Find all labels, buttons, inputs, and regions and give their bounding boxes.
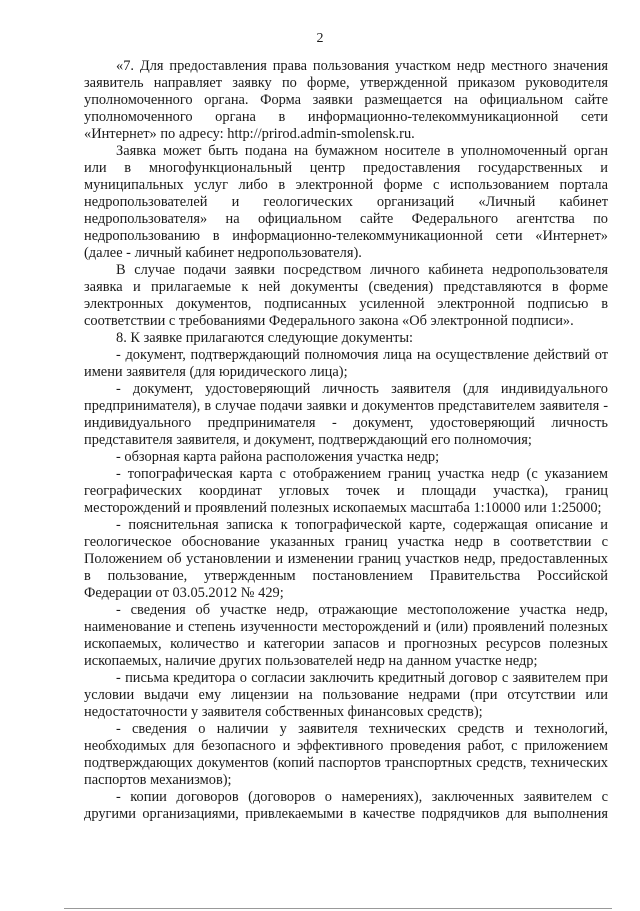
text-line: в пользование, утвержденным постановлением Правительства Российской	[84, 568, 608, 584]
text-line: паспортов механизмов);	[84, 772, 232, 788]
text-line: Положением об установлении и изменении границ участков недр, предоставленных	[84, 551, 608, 567]
text-line: уполномоченного органа. Форма заявки размещается на официальном сайте	[84, 92, 608, 108]
text-line: В случае подачи заявки посредством личного кабинета недропользователя	[116, 262, 608, 278]
text-line: предпринимателя), в случае подачи заявки и документов представителем заявителя -	[84, 398, 608, 414]
text-line: необходимых для безопасного и эффективного проведения работ, с приложением	[84, 738, 608, 754]
document-body	[84, 58, 608, 823]
text-line: - сведения о наличии у заявителя технических средств и технологий,	[116, 721, 608, 737]
text-line: 8. К заявке прилагаются следующие документы:	[116, 330, 414, 346]
text-line: имени заявителя (для юридического лица);	[84, 364, 348, 380]
text-line: «7. Для предоставления права пользования участком недр местного значения	[116, 58, 608, 74]
text-line: условии выдачи ему лицензии на пользование недрами (при отсутствии или	[84, 687, 608, 703]
text-line: или в многофункциональный центр предоставления государственных и	[84, 160, 608, 176]
text-line: «Интернет» по адресу: http://prirod.admin-smolensk.ru.	[84, 126, 415, 142]
text-line: заявка и прилагаемые к ней документы (сведения) представляются в форме	[84, 279, 608, 295]
text-line: подтверждающих документов (копий паспортов транспортных средств, технических	[84, 755, 608, 771]
text-line: географических координат угловых точек и площади участка), границ	[84, 483, 608, 499]
text-line: ископаемых, наличие других пользователей недр на данном участке недр;	[84, 653, 538, 669]
text-line: Заявка может быть подана на бумажном носителе в уполномоченный орган	[116, 143, 608, 159]
text-line: - письма кредитора о согласии заключить кредитный договор с заявителем при	[116, 670, 608, 686]
text-line: уполномоченного органа в информационно-телекоммуникационной сети	[84, 109, 608, 125]
bottom-rule	[64, 908, 612, 909]
text-line: представителя заявителя, и документ, подтверждающий его полномочия;	[84, 432, 532, 448]
text-line: недропользованию в информационно-телекоммуникационной сети «Интернет»	[84, 228, 608, 244]
text-line: муниципальных услуг либо в электронной форме с использованием портала	[84, 177, 608, 193]
text-line: (далее - личный кабинет недропользователя).	[84, 245, 362, 261]
text-line: заявитель направляет заявку по форме, утвержденной приказом руководителя	[84, 75, 608, 91]
text-line: - топографическая карта с отображением границ участка недр (с указанием	[116, 466, 608, 482]
text-line: недропользователей и геологических организаций «Личный кабинет	[84, 194, 608, 210]
text-line: ископаемых, количество и категории запасов и прогнозных ресурсов полезных	[84, 636, 608, 652]
text-line: недостаточности у заявителя собственных финансовых средств);	[84, 704, 483, 720]
text-line: соответствии с требованиями Федерального закона «Об электронной подписи».	[84, 313, 574, 329]
text-line: Федерации от 03.05.2012 № 429;	[84, 585, 284, 601]
text-line: - обзорная карта района расположения участка недр;	[116, 449, 440, 465]
text-line: индивидуального предпринимателя - документ, удостоверяющий личность	[84, 415, 608, 431]
text-line: недропользователя» на официальном сайте Федерального агентства по	[84, 211, 608, 227]
text-line: - сведения об участке недр, отражающие местоположение участка недр,	[116, 602, 608, 618]
text-line: - документ, подтверждающий полномочия лица на осуществление действий от	[116, 347, 608, 363]
text-line: - пояснительная записка к топографической карте, содержащая описание и	[116, 517, 608, 533]
text-line: - копии договоров (договоров о намерениях), заключенных заявителем с	[116, 789, 608, 805]
page-number: 2	[316, 31, 324, 46]
text-line: электронных документов, подписанных усиленной электронной подписью в	[84, 296, 608, 312]
text-line: другими организациями, привлекаемыми в качестве подрядчиков для выполнения	[84, 806, 608, 822]
text-line: - документ, удостоверяющий личность заявителя (для индивидуального	[116, 381, 608, 397]
text-line: наименование и степень изученности месторождений и (или) проявлений полезных	[84, 619, 608, 635]
text-line: месторождений и проявлений полезных ископаемых масштаба 1:10000 или 1:25000;	[84, 500, 602, 516]
text-line: геологическое обоснование указанных границ участка недр в соответствии с	[84, 534, 608, 550]
